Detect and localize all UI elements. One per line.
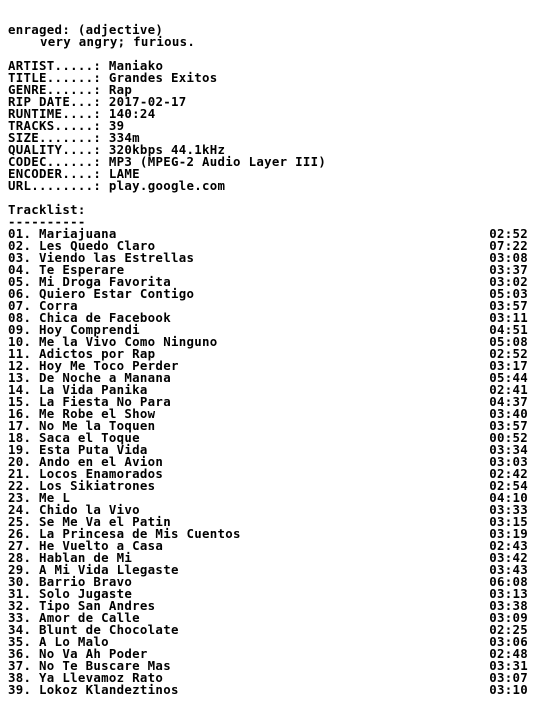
info-value: Maniako xyxy=(108,58,164,73)
track-duration: 04:37 xyxy=(489,394,528,409)
track-duration: 03:15 xyxy=(489,514,528,529)
tracklist-heading: Tracklist: xyxy=(8,202,86,217)
track-title: 13. De Noche a Manana xyxy=(8,370,171,385)
track-title: 33. Amor de Calle xyxy=(8,610,140,625)
track-duration: 05:44 xyxy=(489,370,528,385)
track-title: 03. Viendo las Estrellas xyxy=(8,250,195,265)
track-title: 29. A Mi Vida Llegaste xyxy=(8,562,179,577)
track-row xyxy=(8,684,528,696)
track-title: 18. Saca el Toque xyxy=(8,430,140,445)
track-title: 07. Corra xyxy=(8,298,78,313)
track-duration: 03:57 xyxy=(489,418,528,433)
track-duration: 02:52 xyxy=(489,226,528,241)
track-duration: 03:13 xyxy=(489,586,528,601)
track-duration: 03:34 xyxy=(489,442,528,457)
info-value: 334m xyxy=(108,130,140,145)
info-value: 39 xyxy=(108,118,125,133)
info-label: SIZE.......: xyxy=(8,130,102,145)
track-title: 36. No Va Ah Poder xyxy=(8,646,148,661)
info-value: play.google.com xyxy=(108,178,226,193)
info-value: 2017-02-17 xyxy=(108,94,187,109)
track-title: 38. Ya Llevamoz Rato xyxy=(8,670,164,685)
info-label: QUALITY....: xyxy=(8,142,102,157)
track-duration: 07:22 xyxy=(489,238,528,253)
track-duration: 02:25 xyxy=(489,622,528,637)
info-label: RIP DATE...: xyxy=(8,94,102,109)
info-row xyxy=(8,180,528,192)
track-duration: 03:09 xyxy=(489,610,528,625)
track-duration: 05:03 xyxy=(489,286,528,301)
track-title: 16. Me Robe el Show xyxy=(8,406,156,421)
info-label: RUNTIME....: xyxy=(8,106,102,121)
track-duration: 03:38 xyxy=(489,598,528,613)
track-title: 11. Adictos por Rap xyxy=(8,346,156,361)
track-title: 32. Tipo San Andres xyxy=(8,598,156,613)
info-value: LAME xyxy=(108,166,140,181)
track-duration: 03:42 xyxy=(489,550,528,565)
track-title: 02. Les Quedo Claro xyxy=(8,238,156,253)
track-title: 19. Esta Puta Vida xyxy=(8,442,148,457)
track-duration: 02:41 xyxy=(489,382,528,397)
nfo-document xyxy=(8,24,528,696)
track-title: 15. La Fiesta No Para xyxy=(8,394,171,409)
track-duration: 06:08 xyxy=(489,574,528,589)
info-label: TRACKS.....: xyxy=(8,118,102,133)
track-duration: 03:37 xyxy=(489,262,528,277)
info-value: 140:24 xyxy=(108,106,156,121)
track-duration: 03:11 xyxy=(489,310,528,325)
track-title: 17. No Me la Toquen xyxy=(8,418,156,433)
track-title: 08. Chica de Facebook xyxy=(8,310,171,325)
track-duration: 03:17 xyxy=(489,358,528,373)
track-duration: 03:10 xyxy=(489,682,528,697)
track-duration: 03:08 xyxy=(489,250,528,265)
track-title: 14. La Vida Panika xyxy=(8,382,148,397)
track-title: 20. Ando en el Avion xyxy=(8,454,164,469)
track-title: 25. Se Me Va el Patin xyxy=(8,514,171,529)
track-duration: 05:08 xyxy=(489,334,528,349)
track-title: 21. Locos Enamorados xyxy=(8,466,164,481)
info-value: Rap xyxy=(108,82,133,97)
info-label: ARTIST.....: xyxy=(8,58,102,73)
spacer xyxy=(8,192,528,204)
track-duration: 03:43 xyxy=(489,562,528,577)
track-duration: 03:19 xyxy=(489,526,528,541)
track-duration: 03:07 xyxy=(489,670,528,685)
tracklist-rule: ---------- xyxy=(8,214,86,229)
track-title: 31. Solo Jugaste xyxy=(8,586,133,601)
tracklist xyxy=(8,228,528,696)
track-duration: 02:48 xyxy=(489,646,528,661)
track-title: 10. Me la Vivo Como Ninguno xyxy=(8,334,218,349)
track-row xyxy=(8,288,528,300)
release-info xyxy=(8,60,528,192)
info-label: GENRE......: xyxy=(8,82,102,97)
track-row xyxy=(8,480,528,492)
track-title: 06. Quiero Estar Contigo xyxy=(8,286,195,301)
definition-meaning: very angry; furious. xyxy=(40,34,196,49)
track-title: 27. He Vuelto a Casa xyxy=(8,538,164,553)
track-duration: 03:57 xyxy=(489,298,528,313)
track-duration: 04:51 xyxy=(489,322,528,337)
track-title: 05. Mi Droga Favorita xyxy=(8,274,171,289)
track-duration: 00:52 xyxy=(489,430,528,445)
track-title: 37. No Te Buscare Mas xyxy=(8,658,171,673)
track-title: 01. Mariajuana xyxy=(8,226,117,241)
track-duration: 03:33 xyxy=(489,502,528,517)
track-duration: 03:40 xyxy=(489,406,528,421)
info-value: Grandes Exitos xyxy=(108,70,218,85)
track-title: 09. Hoy Comprendi xyxy=(8,322,140,337)
track-title: 39. Lokoz Klandeztinos xyxy=(8,682,179,697)
track-title: 26. La Princesa de Mis Cuentos xyxy=(8,526,241,541)
info-label: ENCODER....: xyxy=(8,166,102,181)
track-title: 34. Blunt de Chocolate xyxy=(8,622,179,637)
track-duration: 02:43 xyxy=(489,538,528,553)
info-value: 320kbps 44.1kHz xyxy=(108,142,226,157)
track-title: 04. Te Esperare xyxy=(8,262,125,277)
info-value: MP3 (MPEG-2 Audio Layer III) xyxy=(108,154,327,169)
info-label: CODEC......: xyxy=(8,154,102,169)
track-title: 35. A Lo Malo xyxy=(8,634,109,649)
track-duration: 02:42 xyxy=(489,466,528,481)
track-title: 12. Hoy Me Toco Perder xyxy=(8,358,179,373)
info-label: TITLE......: xyxy=(8,70,102,85)
track-title: 30. Barrio Bravo xyxy=(8,574,133,589)
track-duration: 02:52 xyxy=(489,346,528,361)
track-title: 23. Me L xyxy=(8,490,71,505)
track-duration: 03:06 xyxy=(489,634,528,649)
track-duration: 03:31 xyxy=(489,658,528,673)
track-title: 22. Los Sikiatrones xyxy=(8,478,156,493)
track-duration: 02:54 xyxy=(489,478,528,493)
track-duration: 03:02 xyxy=(489,274,528,289)
definition-term: enraged: (adjective) xyxy=(8,22,164,37)
track-title: 24. Chido la Vivo xyxy=(8,502,140,517)
track-duration: 03:03 xyxy=(489,454,528,469)
track-title: 28. Hablan de Mi xyxy=(8,550,133,565)
track-duration: 04:10 xyxy=(489,490,528,505)
info-label: URL........: xyxy=(8,178,102,193)
